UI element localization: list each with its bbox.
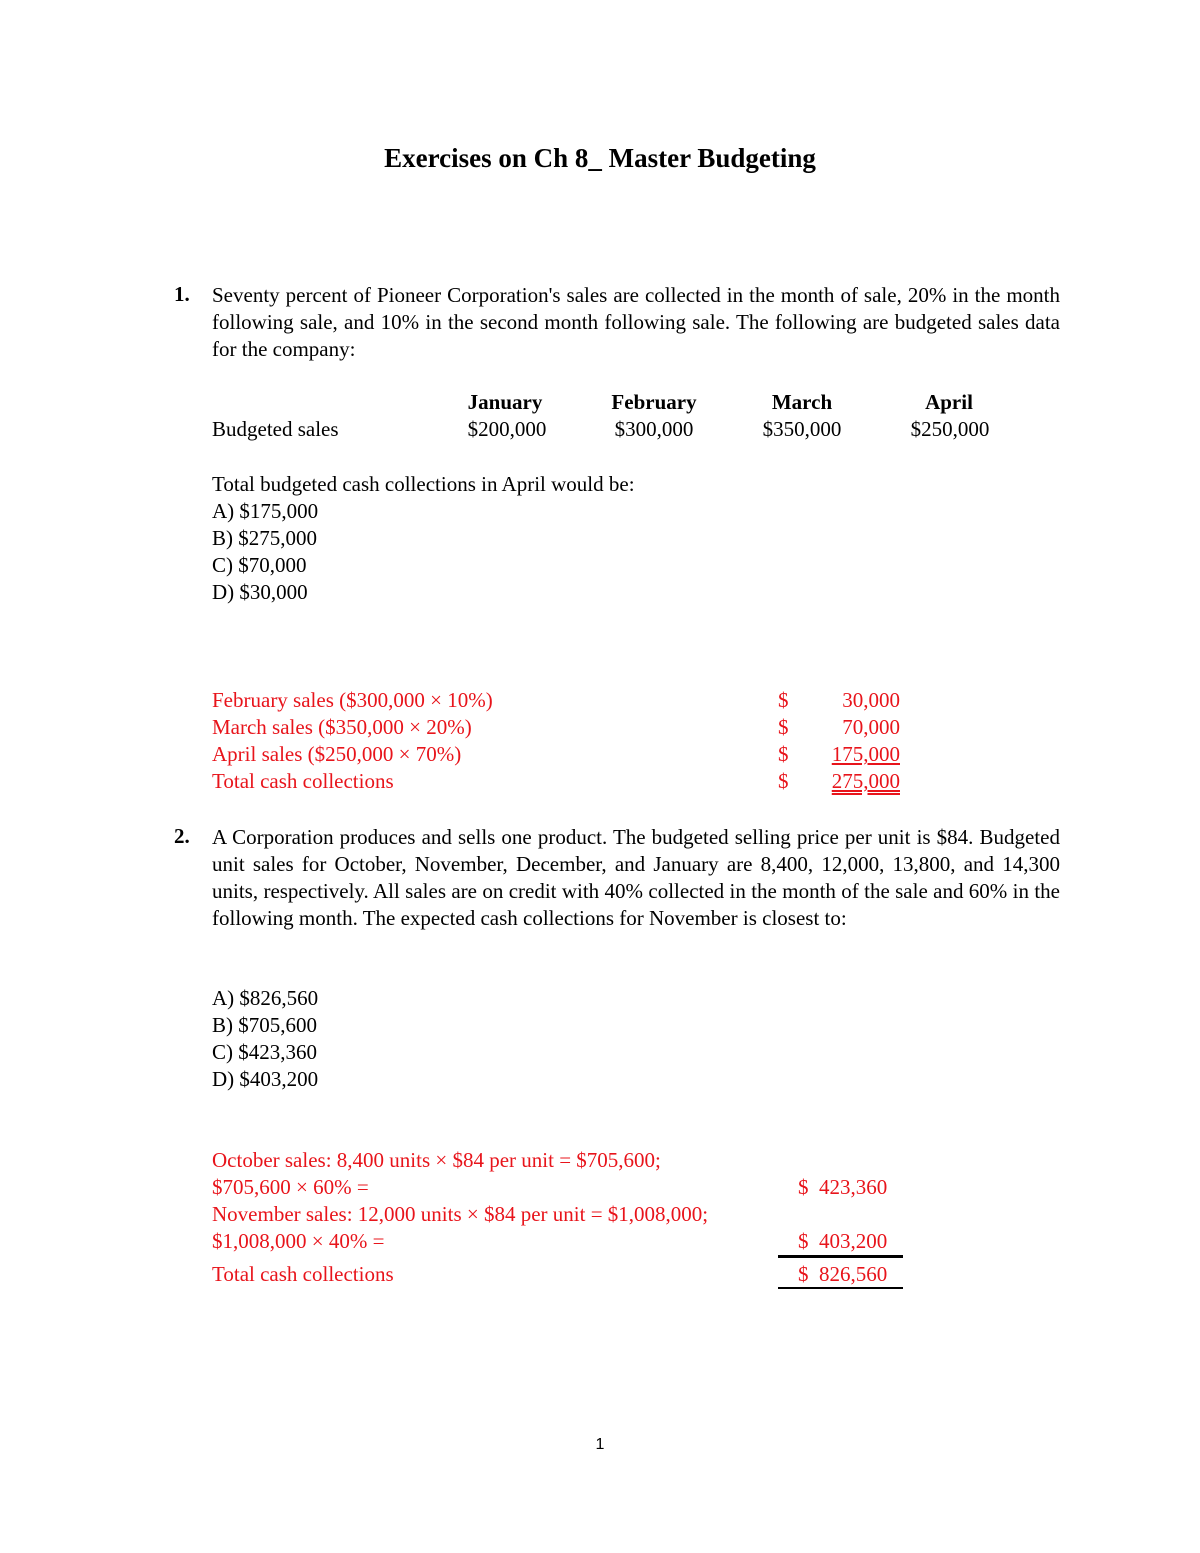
page-title: Exercises on Ch 8_ Master Budgeting bbox=[384, 143, 816, 173]
table-row-label: Budgeted sales bbox=[212, 417, 339, 441]
solution-currency: $ bbox=[778, 688, 789, 712]
solution-amount: $ 403,200 bbox=[798, 1229, 888, 1253]
table-cell-march: $350,000 bbox=[762, 417, 842, 441]
answer-option: C) $423,360 bbox=[212, 1040, 317, 1064]
answer-option: D) $403,200 bbox=[212, 1067, 319, 1091]
solution-line-label: $705,600 × 60% = bbox=[212, 1175, 369, 1199]
solution-line-label: November sales: 12,000 units × $84 per unit = $1,008,000; bbox=[212, 1202, 709, 1226]
solution-total-label: Total cash collections bbox=[212, 769, 394, 793]
question-1-text: Seventy percent of Pioneer Corporation's sales are collected in the month of sale, 20% in the month following sale, and 10% in the second month following sale. The following are budgeted sales data for the company: bbox=[212, 283, 1060, 361]
table-header-april: April bbox=[925, 390, 973, 414]
table-header-january: January bbox=[467, 390, 543, 414]
question-1-prompt: Total budgeted cash collections in April would be: bbox=[212, 472, 635, 496]
table-cell-february: $300,000 bbox=[614, 417, 694, 441]
table-cell-april: $250,000 bbox=[910, 417, 990, 441]
solution-total-amount: $ 826,560 bbox=[798, 1262, 888, 1286]
question-2-text: A Corporation produces and sells one product. The budgeted selling price per unit is $84. Budgeted unit sales for October, November, December, and January are 8,400, 12,000, 13,800, and 14,300 units, respectively. All sales are on credit with 40% collected in the month of the sale and 60% in the following month. The expected cash collections for November is closest to: bbox=[212, 825, 1060, 930]
answer-option: A) $175,000 bbox=[212, 499, 319, 523]
answer-option: B) $705,600 bbox=[212, 1013, 317, 1037]
table-header-march: March bbox=[771, 390, 833, 414]
solution-currency: $ bbox=[778, 742, 789, 766]
solution-amount: 175,000 bbox=[831, 742, 900, 766]
solution-amount: 30,000 bbox=[842, 688, 900, 712]
solution-currency: $ bbox=[778, 769, 789, 793]
solution-line-label: April sales ($250,000 × 70%) bbox=[212, 742, 462, 766]
solution-line-label: February sales ($300,000 × 10%) bbox=[212, 688, 493, 712]
total-rule bbox=[778, 1287, 903, 1289]
subtotal-rule bbox=[778, 1255, 903, 1258]
table-header-february: February bbox=[611, 390, 697, 414]
solution-line-label: October sales: 8,400 units × $84 per unit = $705,600; bbox=[212, 1148, 661, 1172]
solution-amount: 70,000 bbox=[842, 715, 900, 739]
solution-line-label: $1,008,000 × 40% = bbox=[212, 1229, 385, 1253]
question-1-number: 1. bbox=[174, 282, 190, 306]
solution-amount: $ 423,360 bbox=[798, 1175, 888, 1199]
solution-total-label: Total cash collections bbox=[212, 1262, 394, 1286]
answer-option: A) $826,560 bbox=[212, 986, 319, 1010]
question-2-number: 2. bbox=[174, 824, 190, 848]
table-cell-january: $200,000 bbox=[467, 417, 547, 441]
solution-total-amount: 275,000 bbox=[831, 769, 900, 793]
answer-option: B) $275,000 bbox=[212, 526, 317, 550]
answer-option: D) $30,000 bbox=[212, 580, 308, 604]
solution-line-label: March sales ($350,000 × 20%) bbox=[212, 715, 472, 739]
page-number: 1 bbox=[595, 1436, 605, 1453]
solution-currency: $ bbox=[778, 715, 789, 739]
answer-option: C) $70,000 bbox=[212, 553, 307, 577]
